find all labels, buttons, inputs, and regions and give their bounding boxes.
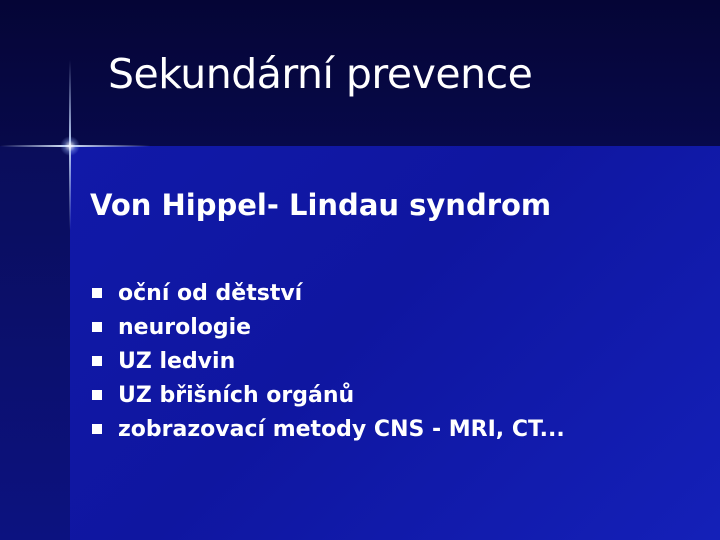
left-band	[0, 146, 70, 540]
slide-title: Sekundární prevence	[108, 50, 533, 98]
bullet-item	[90, 276, 565, 310]
square-bullet-icon	[92, 322, 102, 332]
bullet-item	[90, 378, 565, 412]
square-bullet-icon	[92, 424, 102, 434]
bullet-text: UZ ledvin	[118, 348, 236, 374]
square-bullet-icon	[92, 356, 102, 366]
bullet-text: UZ břišních orgánů	[118, 382, 355, 408]
sparkle-glow	[60, 136, 80, 156]
square-bullet-icon	[92, 390, 102, 400]
bullet-item	[90, 310, 565, 344]
bullet-text: neurologie	[118, 314, 252, 340]
bullet-list	[90, 276, 565, 446]
bullet-text: oční od dětství	[118, 280, 303, 306]
bullet-item	[90, 344, 565, 378]
bullet-item	[90, 412, 565, 446]
square-bullet-icon	[92, 288, 102, 298]
slide-subtitle: Von Hippel- Lindau syndrom	[90, 188, 552, 222]
bullet-text: zobrazovací metody CNS - MRI, CT...	[118, 416, 565, 442]
